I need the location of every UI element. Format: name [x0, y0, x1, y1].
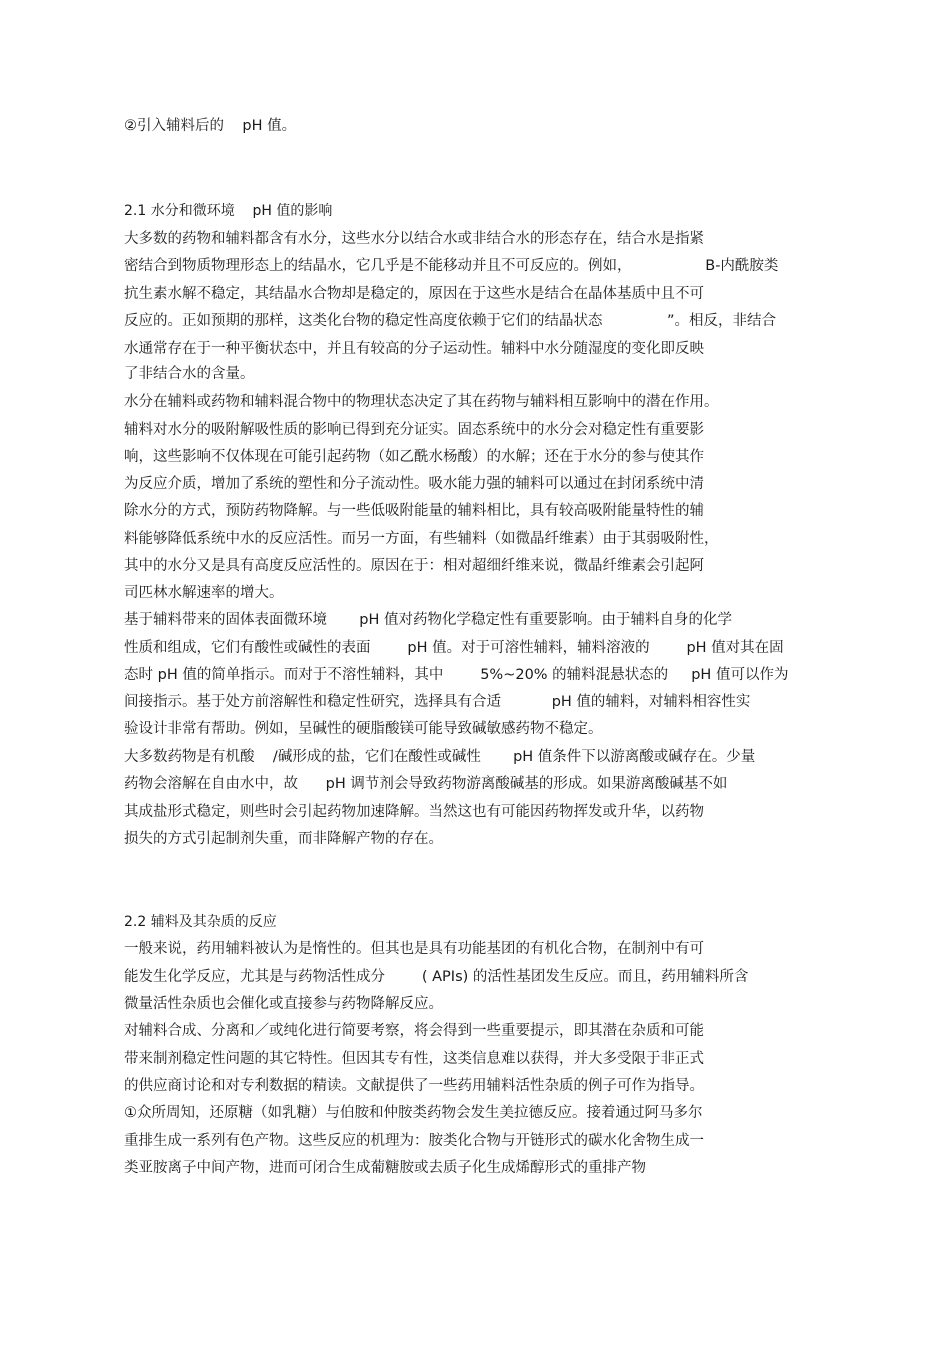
paragraph-line: 除水分的方式，预防药物降解。与一些低吸附能量的辅料相比，具有较高吸附能量特性的辅: [124, 503, 704, 519]
section-heading-2-2: 2.2 辅料及其杂质的反应: [124, 914, 277, 930]
section-heading-2-1: 2.1 水分和微环境 pH 值的影响: [124, 203, 333, 219]
paragraph-line: 药物会溶解在自由水中，故 pH 调节剂会导致药物游离酸碱基的形成。如果游离酸碱基不如: [124, 776, 728, 792]
paragraph-line: 类亚胺离子中间产物，进而可闭合生成葡糖胺或去质子化生成烯醇形式的重排产物: [124, 1160, 646, 1176]
paragraph-line: 响，这些影响不仅体现在可能引起药物（如乙酰水杨酸）的水解；还在于水分的参与使其作: [124, 449, 704, 465]
paragraph-line: 料能够降低系统中水的反应活性。而另一方面，有些辅料（如微晶纤维素）由于其弱吸附性，: [124, 531, 719, 547]
paragraph-line: 大多数药物是有机酸 /碱形成的盐，它们在酸性或碱性 pH 值条件下以游离酸或碱存在。少量: [124, 749, 756, 765]
paragraph-line: 了非结合水的含量。: [124, 366, 255, 382]
paragraph-line: 一般来说，药用辅料被认为是惰性的。但其也是具有功能基团的有机化合物，在制剂中有可: [124, 941, 704, 957]
paragraph-line: 大多数的药物和辅料都含有水分，这些水分以结合水或非结合水的形态存在，结合水是指紧: [124, 231, 704, 247]
paragraph-line: 司匹林水解速率的增大。: [124, 585, 284, 601]
paragraph-line: 带来制剂稳定性问题的其它特性。但因其专有性，这类信息难以获得，并大多受限于非正式: [124, 1051, 704, 1067]
paragraph-line: 态时 pH 值的简单指示。而对于不溶性辅料，其中 5%~20% 的辅料混悬状态的 pH 值可以作为: [124, 667, 789, 683]
paragraph-line: 辅料对水分的吸附解吸性质的影响已得到充分证实。固态系统中的水分会对稳定性有重要影: [124, 422, 704, 438]
paragraph-line: 验设计非常有帮助。例如，呈碱性的硬脂酸镁可能导致碱敏感药物不稳定。: [124, 721, 603, 737]
paragraph-line: 为反应介质，增加了系统的塑性和分子流动性。吸水能力强的辅料可以通过在封闭系统中清: [124, 476, 704, 492]
paragraph-line: 基于辅料带来的固体表面微环境 pH 值对药物化学稳定性有重要影响。由于辅料自身的化学: [124, 612, 732, 628]
paragraph-line: 密结合到物质物理形态上的结晶水，它几乎是不能移动并且不可反应的。例如， B-内酰胺类: [124, 258, 779, 274]
paragraph-line: 其成盐形式稳定，则些时会引起药物加速降解。当然这也有可能因药物挥发或升华，以药物: [124, 804, 704, 820]
paragraph-line: 重排生成一系列有色产物。这些反应的机理为：胺类化合物与开链形式的碳水化舍物生成一: [124, 1133, 704, 1149]
paragraph-line: 的供应商讨论和对专利数据的精读。文献提供了一些药用辅料活性杂质的例子可作为指导。: [124, 1078, 704, 1094]
paragraph-line: 性质和组成，它们有酸性或碱性的表面 pH 值。对于可溶性辅料，辅料溶液的 pH 值对其在固: [124, 640, 784, 656]
paragraph-line: ①众所周知，还原糖（如乳糖）与伯胺和仲胺类药物会发生美拉德反应。接着通过阿马多尔: [124, 1105, 703, 1121]
paragraph-line: 其中的水分又是具有高度反应活性的。原因在于：相对超细纤维来说，微晶纤维素会引起阿: [124, 558, 704, 574]
paragraph-line: 损失的方式引起制剂失重，而非降解产物的存在。: [124, 831, 443, 847]
paragraph-line: 抗生素水解不稳定，其结晶水合物却是稳定的，原因在于这些水是结合在晶体基质中且不可: [124, 286, 704, 302]
paragraph-line: 能发生化学反应，尤其是与药物活性成分 ( APIs) 的活性基团发生反应。而且，药用辅料所含: [124, 969, 749, 985]
paragraph-line: 反应的。正如预期的那样，这类化台物的稳定性高度依赖于它们的结晶状态 ”。相反，非结合: [124, 313, 777, 329]
paragraph-line: 微量活性杂质也会催化或直接参与药物降解反应。: [124, 996, 443, 1012]
paragraph-line: 水通常存在于一种平衡状态中，并且有较高的分子运动性。辅料中水分随湿度的变化即反映: [124, 341, 704, 357]
paragraph-line: 水分在辅料或药物和辅料混合物中的物理状态决定了其在药物与辅料相互影响中的潜在作用。: [124, 394, 719, 410]
paragraph-line: 间接指示。基于处方前溶解性和稳定性研究，选择具有合适 pH 值的辅料，对辅料相容性实: [124, 694, 751, 710]
intro-item-2: ②引入辅料后的 pH 值。: [124, 118, 297, 134]
paragraph-line: 对辅料合成、分离和／或纯化进行简要考察，将会得到一些重要提示，即其潜在杂质和可能: [124, 1023, 704, 1039]
